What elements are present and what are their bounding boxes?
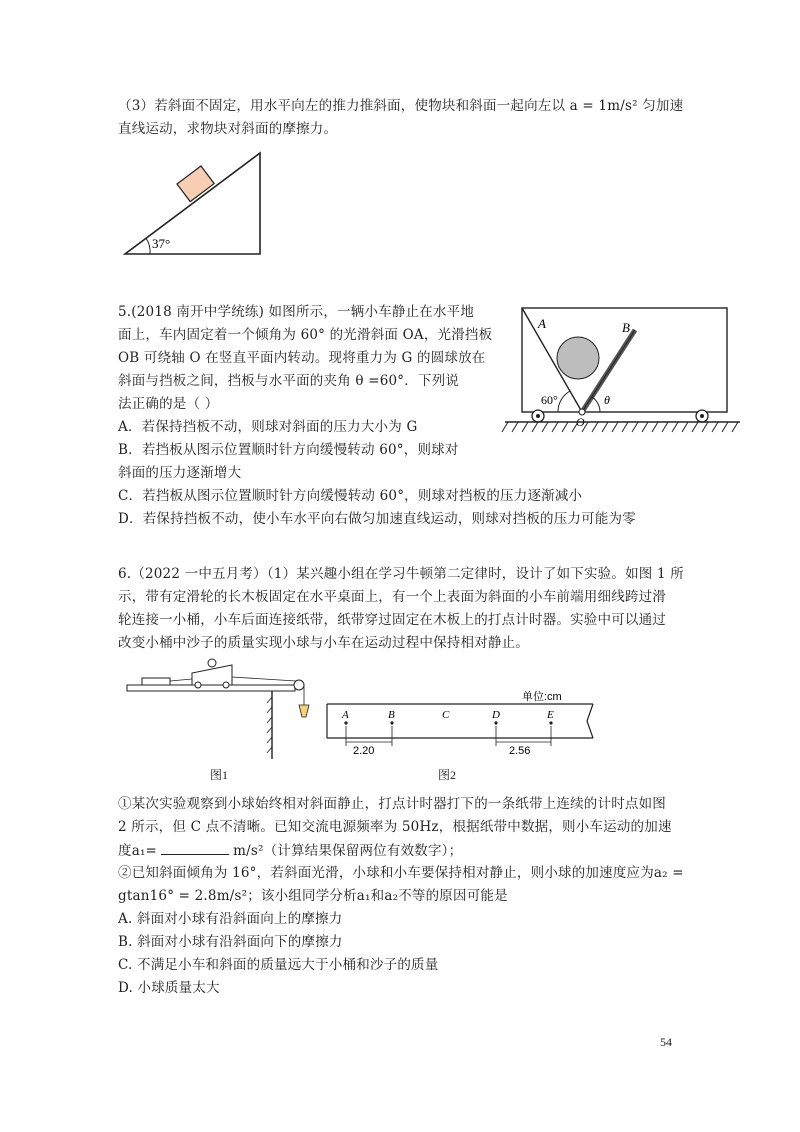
- q6-figure2-tape: [325, 680, 600, 760]
- page-number: 54: [660, 1035, 672, 1049]
- q6-figure2-caption: 图2: [438, 768, 457, 782]
- q6-dist-de: 2.56: [509, 745, 531, 757]
- q5-line4: 斜面与挡板之间，挡板与水平面的夹角 θ =60°．下列说: [118, 373, 460, 389]
- q6-option-a: A. 斜面对小球有沿斜面向上的摩擦力: [118, 911, 343, 927]
- q6-sub1-line2: 2 所示，但 C 点不清晰。已知交流电源频率为 50Hz，根据纸带中数据，则小车运动的加速: [118, 819, 672, 835]
- q6-point-c: C: [442, 709, 450, 721]
- q6-point-b: B: [388, 709, 395, 721]
- q6-point-e: E: [547, 709, 554, 721]
- q6-figure1-caption: 图1: [210, 768, 229, 782]
- q5-label-b: B: [622, 320, 630, 335]
- q5-label-angle: 60°: [541, 393, 558, 407]
- q6-answer-blank: [161, 840, 229, 855]
- q6-line4: 改变小桶中沙子的质量实现小球与小车在运动过程中保持相对静止。: [118, 635, 529, 651]
- q5-label-theta: θ: [604, 393, 610, 407]
- q5-label-a: A: [538, 316, 546, 331]
- q6-figure2-unit: 单位:cm: [522, 691, 562, 703]
- q3-incline-figure: [120, 150, 270, 260]
- q5-option-b: B．若挡板从图示位置顺时针方向缓慢转动 60°，则球对: [118, 442, 459, 458]
- q5-line1: 5.(2018 南开中学统练) 如图所示，一辆小车静止在水平地: [118, 304, 475, 320]
- q6-option-c: C. 不满足小车和斜面的质量远大于小桶和沙子的质量: [118, 957, 439, 973]
- q6-sub1-suffix: m/s²（计算结果保留两位有效数字）；: [233, 843, 463, 859]
- q5-option-a: A．若保持挡板不动，则球对斜面的压力大小为 G: [118, 419, 418, 435]
- q5-label-o: O: [576, 415, 585, 429]
- q6-point-a: A: [342, 709, 349, 721]
- q5-option-c: C．若挡板从图示位置顺时针方向缓慢转动 60°，则球对挡板的压力逐渐减小: [118, 488, 583, 504]
- q5-cart-figure: [500, 300, 745, 440]
- q3-angle-label: 37°: [152, 236, 171, 251]
- q6-sub1-line3: [118, 840, 462, 861]
- q6-point-d: D: [492, 709, 500, 721]
- q5-line2: 面上，车内固定着一个倾角为 60° 的光滑斜面 OA，光滑挡板: [118, 327, 493, 343]
- q5-line5: 法正确的是（ ）: [118, 396, 219, 412]
- q6-line1: 6.（2022 一中五月考）（1）某兴趣小组在学习牛顿第二定律时，设计了如下实验。如图 1 所: [118, 566, 684, 582]
- q6-sub1-prefix: 度a₁=: [118, 843, 158, 859]
- q6-sub2-line2: gtan16° = 2.8m/s²；该小组同学分析a₁和a₂不等的原因可能是: [118, 888, 508, 904]
- q6-line3: 轮连接一小桶，小车后面连接纸带，纸带穿过固定在木板上的打点计时器。实验中可以通过: [118, 612, 666, 628]
- q5-option-d: D．若保持挡板不动，使小车水平向右做匀加速直线运动，则球对挡板的压力可能为零: [118, 511, 636, 527]
- q3-text-line1: （3）若斜面不固定，用水平向左的推力推斜面，使物块和斜面一起向左以 a = 1m/s² 匀加速: [118, 98, 684, 114]
- q6-dist-ab: 2.20: [353, 745, 375, 757]
- q6-option-b: B. 斜面对小球有沿斜面向下的摩擦力: [118, 934, 343, 950]
- q5-line3: OB 可绕轴 O 在竖直平面内转动。现将重力为 G 的圆球放在: [118, 350, 486, 366]
- q3-text-line2: 直线运动，求物块对斜面的摩擦力。: [118, 121, 338, 137]
- q6-figure1: [122, 655, 317, 760]
- q6-option-d: D. 小球质量太大: [118, 980, 220, 996]
- q6-sub1-line1: ①某次实验观察到小球始终相对斜面静止，打点计时器打下的一条纸带上连续的计时点如图: [118, 796, 666, 812]
- q6-sub2-line1: ②已知斜面倾角为 16°，若斜面光滑，小球和小车要保持相对静止，则小球的加速度应为a₂ =: [118, 865, 684, 881]
- q6-line2: 示，带有定滑轮的长木板固定在水平桌面上，有一个上表面为斜面的小车前端用细线跨过滑: [118, 589, 666, 605]
- q5-option-b-cont: 斜面的压力逐渐增大: [118, 465, 242, 481]
